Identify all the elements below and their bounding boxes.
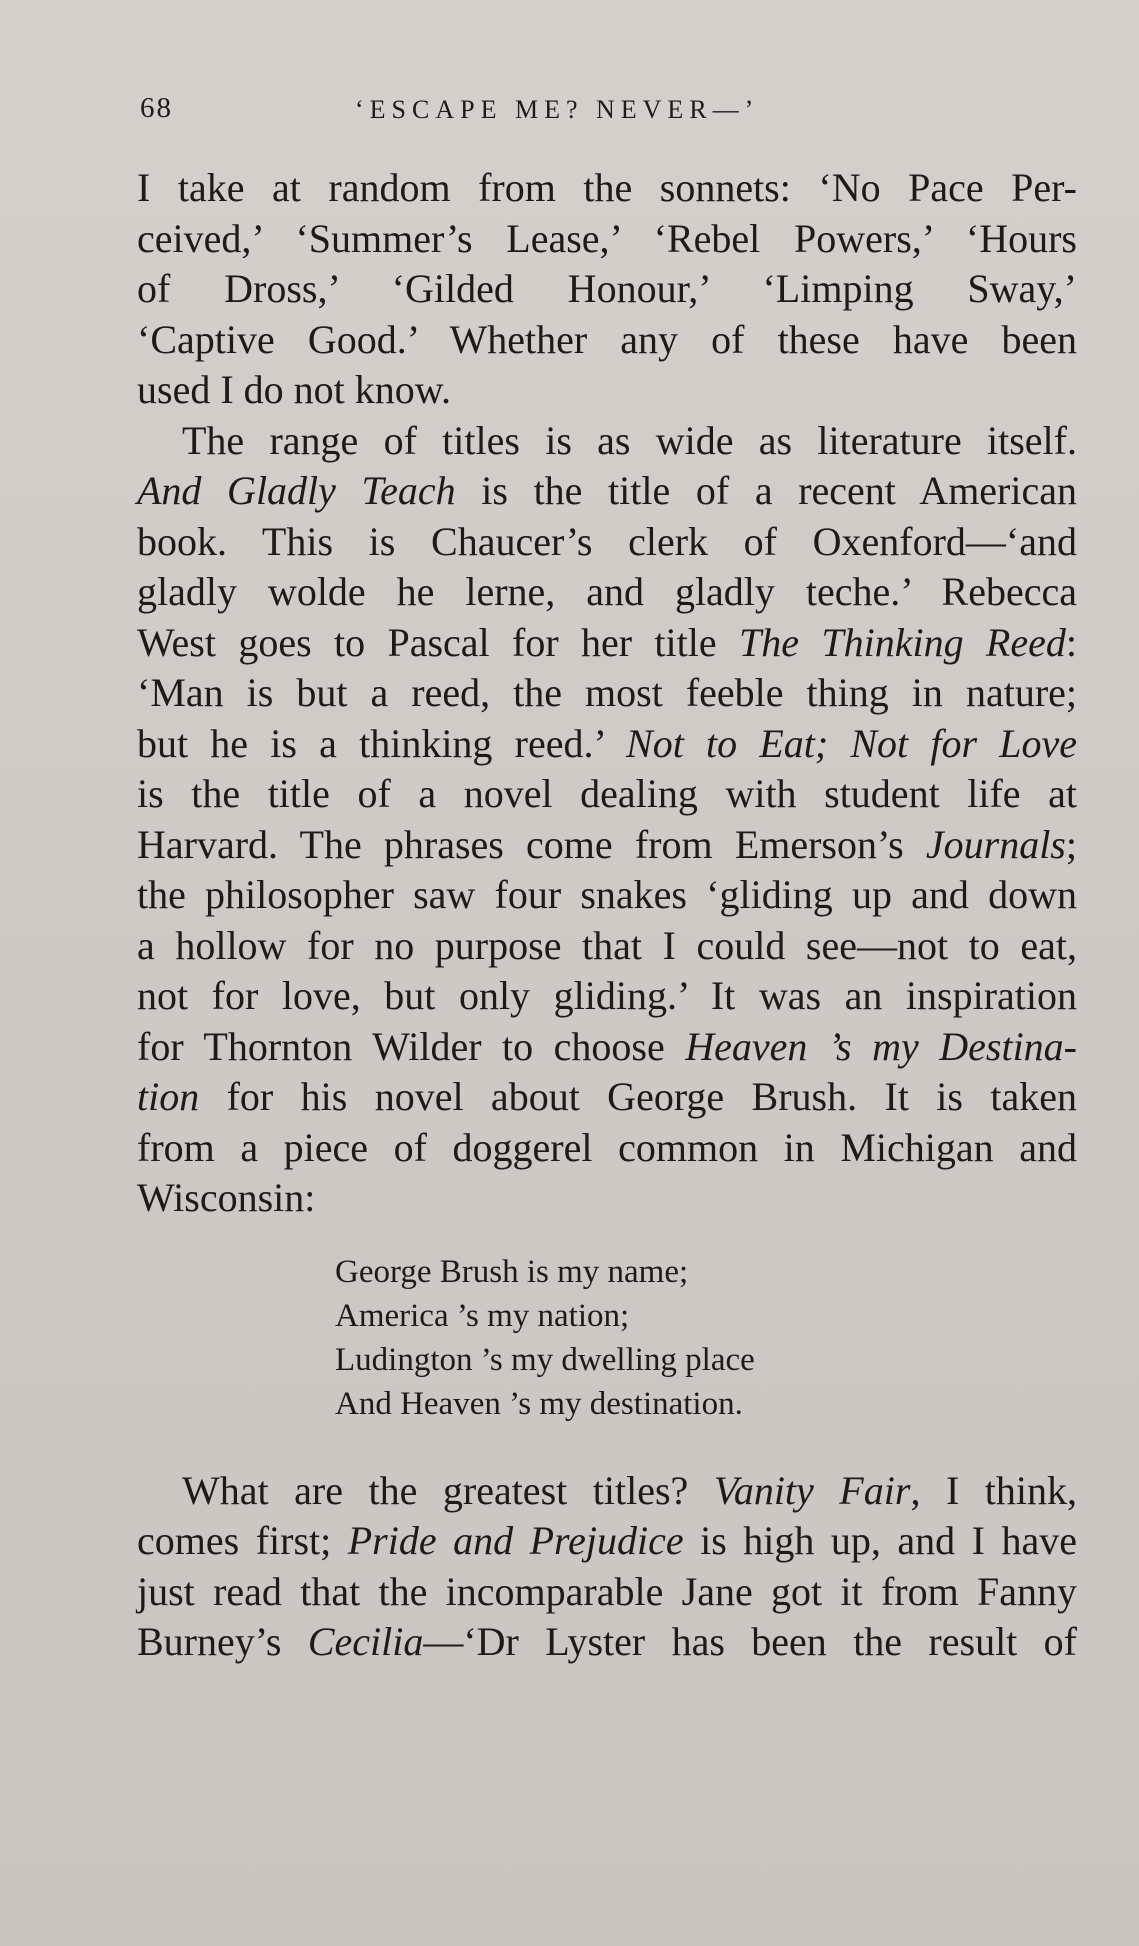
text-line: ‘Man is but a reed, the most feeble thing in nature;	[137, 670, 1077, 715]
book-title: Heaven ’s my Destina-	[685, 1023, 1077, 1069]
verse-line: George Brush is my name;	[335, 1253, 689, 1290]
book-title: The Thinking Reed	[739, 619, 1066, 665]
running-title: ‘ESCAPE ME? NEVER—’	[355, 95, 760, 124]
book-title: Vanity Fair	[713, 1467, 911, 1513]
text-run: , I think,	[910, 1467, 1078, 1513]
text-run: is the title of a recent American	[455, 468, 1078, 513]
body-text	[137, 163, 1077, 1668]
text-line: ceived,’ ‘Summer’s Lease,’ ‘Rebel Powers,’ ‘Hours	[137, 215, 1077, 261]
text-line	[137, 1022, 1077, 1073]
paragraph-sonnet-titles	[137, 163, 1077, 416]
text-run: for Thornton Wilder to choose	[137, 1023, 686, 1069]
text-run: comes first;	[137, 1518, 348, 1563]
verse-line: And Heaven ’s my destination.	[335, 1385, 743, 1422]
page-number: 68	[140, 92, 173, 124]
text-line	[137, 1516, 1077, 1567]
text-run: :	[1065, 619, 1077, 665]
paragraph-greatest-titles	[137, 1466, 1077, 1668]
book-title: Cecilia	[307, 1619, 424, 1664]
text-run: for his novel about George Brush. It is taken	[199, 1074, 1077, 1119]
text-line	[137, 1072, 1077, 1123]
text-line	[137, 719, 1077, 770]
text-line: gladly wolde he lerne, and gladly teche.’ Rebecca	[137, 569, 1077, 614]
running-head	[140, 92, 1080, 132]
text-line: from a piece of doggerel common in Michigan and	[137, 1124, 1077, 1170]
text-line: a hollow for no purpose that I could see—not to eat,	[137, 922, 1077, 968]
text-line	[137, 820, 1077, 871]
text-line: The range of titles is as wide as literature itself.	[182, 417, 1077, 463]
text-run: ;	[1065, 821, 1077, 867]
text-line: the philosopher saw four snakes ‘gliding up and down	[137, 872, 1077, 917]
text-run: West goes to Pascal for her title	[137, 619, 739, 665]
book-title: Pride and Prejudice	[347, 1518, 684, 1563]
text-line	[137, 618, 1077, 669]
book-title: Not to Eat; Not for Love	[626, 720, 1078, 766]
text-line: of Dross,’ ‘Gilded Honour,’ ‘Limping Sway,’	[137, 266, 1077, 311]
paragraph-range-of-titles	[137, 416, 1077, 1224]
text-run: What are the greatest titles?	[182, 1467, 714, 1513]
text-line: just read that the incomparable Jane got it from Fanny	[137, 1568, 1077, 1614]
text-line: not for love, but only gliding.’ It was an inspiration	[137, 973, 1077, 1018]
text-line: is the title of a novel dealing with student life at	[137, 771, 1077, 816]
text-line: used I do not know.	[137, 367, 452, 412]
text-line	[137, 466, 1077, 517]
text-run: —‘Dr Lyster has been the result of	[423, 1619, 1077, 1664]
text-line	[137, 1466, 1077, 1517]
verse-line: America ’s my nation;	[335, 1297, 630, 1334]
text-line: book. This is Chaucer’s clerk of Oxenford—‘and	[137, 518, 1077, 564]
verse-quotation	[335, 1250, 1077, 1426]
text-run: Burney’s	[137, 1619, 308, 1664]
text-line	[137, 1617, 1077, 1668]
book-title: And Gladly Teach	[137, 468, 456, 513]
book-title: tion	[137, 1074, 200, 1119]
text-line: Wisconsin:	[137, 1175, 316, 1220]
text-run: but he is a thinking reed.’	[137, 720, 627, 766]
verse-line: Ludington ’s my dwelling place	[335, 1341, 755, 1378]
text-run: Harvard. The phrases come from Emerson’s	[137, 821, 926, 867]
text-run: is high up, and I have	[683, 1518, 1078, 1563]
text-line: ‘Captive Good.’ Whether any of these have been	[137, 316, 1077, 362]
text-line: I take at random from the sonnets: ‘No Pace Per-	[137, 165, 1077, 210]
book-title: Journals	[925, 821, 1066, 867]
